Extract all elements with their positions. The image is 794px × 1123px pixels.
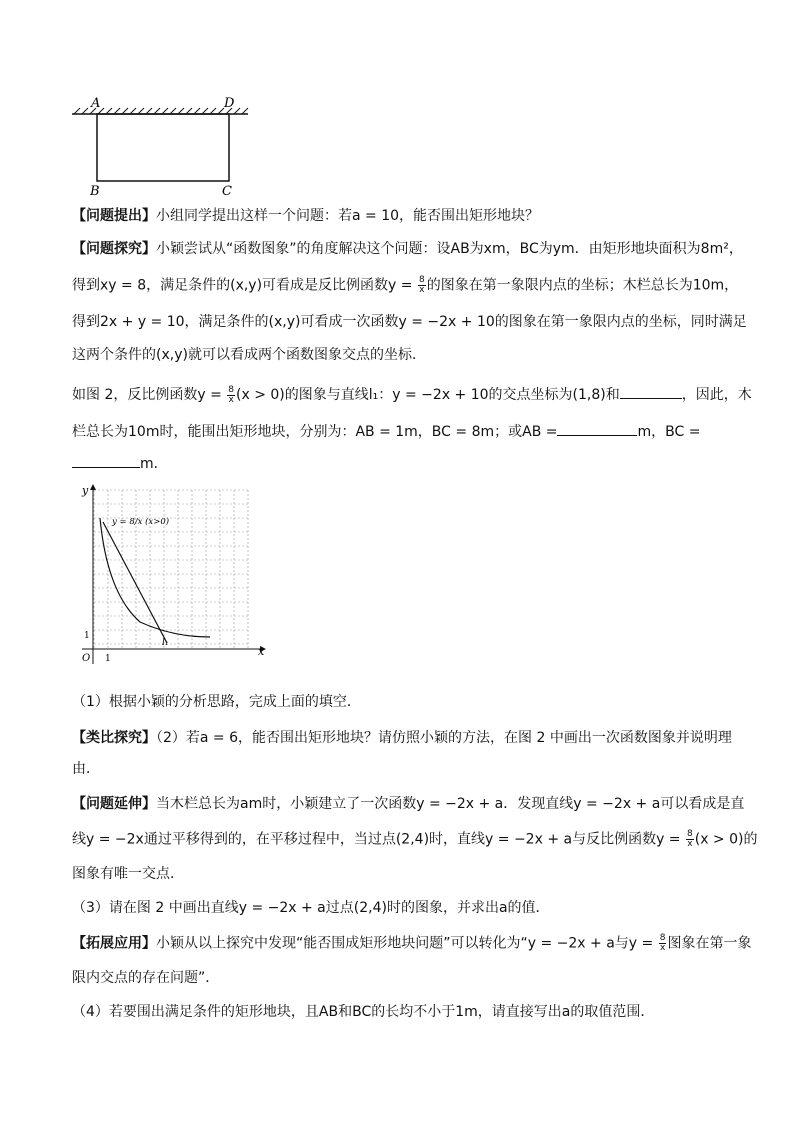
q2-text-1: （2）若a = 6，能否围出矩形地块？请仿照小颖的方法，在图 2 中画出一次函数图象并说明理 bbox=[156, 730, 732, 746]
q3-text: （3）请在图 2 中画出直线y = −2x + a过点(2,4)时的图象，并求出a的值． bbox=[72, 900, 550, 916]
explore-text-2a: 得到xy = 8，满足条件的(x,y)可看成是反比例函数y = bbox=[72, 277, 417, 294]
line-l1-label: l₁ bbox=[162, 638, 169, 648]
ext-text-1: 当木栏总长为am时，小颖建立了一次函数y = −2x + a．发现直线y = −2x + a可以看成是直 bbox=[156, 796, 745, 812]
question-3 bbox=[72, 899, 732, 918]
explore-text-3: 得到2x + y = 10，满足条件的(x,y)可看成一次函数y = −2x + 10的图象在第一象限内点的坐标，同时满足 bbox=[72, 314, 747, 330]
fig-line-2 bbox=[72, 421, 732, 442]
extend-tag: 【问题延伸】 bbox=[72, 796, 156, 812]
apply-tag: 【拓展应用】 bbox=[72, 935, 156, 952]
fig-line-1 bbox=[72, 384, 752, 405]
raise-tag: 【问题提出】 bbox=[72, 208, 156, 224]
fig-line-3 bbox=[72, 453, 732, 474]
y-axis-label: y bbox=[82, 484, 89, 497]
explore-line-3 bbox=[72, 313, 747, 332]
app-text-1a: 小颖从以上探究中发现“能否围成矩形地块问题”可以转化为“y = −2x + a与y = bbox=[156, 935, 658, 952]
explore-text-1: 小颖尝试从“函数图象”的角度解决这个问题：设AB为xm，BC为ym．由矩形地块面积为8m²， bbox=[156, 241, 743, 257]
label-d: D bbox=[224, 96, 235, 111]
fraction-8-over-x-2: $\frac{8}{x}$ bbox=[228, 384, 235, 405]
explore-text-4: 这两个条件的(x,y)就可以看成两个函数图象交点的坐标． bbox=[72, 347, 426, 363]
y-axis-arrow bbox=[90, 484, 96, 490]
blank-intersection[interactable] bbox=[620, 384, 682, 399]
label-b: B bbox=[90, 184, 100, 199]
fig-text-2b: m，BC = bbox=[637, 424, 701, 440]
app-text-1b: 图象在第一象 bbox=[667, 935, 752, 952]
ext-text-2b: (x > 0)的 bbox=[694, 831, 758, 848]
raise-text: 小组同学提出这样一个问题：若a = 10，能否围出矩形地块？ bbox=[156, 208, 540, 224]
apply-line-2 bbox=[72, 969, 732, 988]
extend-line-2 bbox=[72, 829, 758, 850]
fig-text-1a: 如图 2，反比例函数y = bbox=[72, 387, 227, 403]
grid bbox=[94, 490, 248, 650]
function-graph bbox=[70, 482, 270, 670]
curve-label: y = 8/x (x>0) bbox=[112, 517, 170, 527]
explore-line-1 bbox=[72, 240, 743, 259]
x-axis-label: x bbox=[258, 645, 265, 658]
problem-raise bbox=[72, 207, 732, 226]
fig-text-1b: (x > 0)的图象与直线l₁：y = −2x + 10的交点坐标为(1,8)和 bbox=[236, 387, 620, 403]
q2-text-2: 由． bbox=[72, 761, 100, 777]
explore-tag: 【问题探究】 bbox=[72, 241, 156, 257]
fraction-8-over-x: $\frac{8}{x}$ bbox=[418, 275, 425, 295]
fig-text-1c: ，因此，木 bbox=[681, 387, 752, 403]
rectangle-diagram bbox=[60, 92, 260, 200]
question-4 bbox=[72, 1003, 732, 1022]
app-text-2: 限内交点的存在问题”． bbox=[72, 970, 220, 986]
extend-line-1 bbox=[72, 795, 745, 814]
x-tick-1: 1 bbox=[105, 654, 111, 664]
q1-text: （1）根据小颖的分析思路，完成上面的填空． bbox=[72, 694, 361, 710]
fig-text-2a: 栏总长为10m时，能围出矩形地块，分别为：AB = 1m，BC = 8m；或AB = bbox=[72, 424, 558, 440]
blank-bc[interactable] bbox=[72, 453, 140, 468]
label-c: C bbox=[222, 184, 232, 199]
line-l1 bbox=[103, 522, 167, 643]
question-1 bbox=[72, 693, 732, 712]
origin-label: O bbox=[82, 653, 91, 664]
explore-line-4 bbox=[72, 346, 732, 365]
ext-text-2a: 线y = −2x通过平移得到的，在平移过程中，当过点(2,4)时，直线y = −2x + a与反比例函数y = bbox=[72, 831, 685, 848]
blank-ab[interactable] bbox=[557, 421, 637, 436]
explore-text-2b: 的图象在第一象限内点的坐标；木栏总长为10m， bbox=[426, 277, 739, 294]
fig-text-3: m． bbox=[140, 456, 168, 472]
fraction-8-over-x-3: $\frac{8}{x}$ bbox=[687, 829, 693, 849]
analogy-tag: 【类比探究】 bbox=[72, 730, 156, 746]
apply-line-1 bbox=[72, 933, 752, 954]
q4-text: （4）若要围出满足条件的矩形地块，且AB和BC的长均不小于1m，请直接写出a的取值范围． bbox=[72, 1004, 655, 1020]
analogy-line-2 bbox=[72, 760, 732, 779]
explore-line-2 bbox=[72, 275, 739, 296]
analogy-line-1 bbox=[72, 729, 732, 748]
ext-text-3: 图象有唯一交点． bbox=[72, 866, 184, 882]
label-a: A bbox=[91, 96, 101, 111]
extend-line-3 bbox=[72, 865, 732, 884]
rectangle-abcd bbox=[97, 114, 229, 181]
fraction-8-over-x-4: $\frac{8}{x}$ bbox=[659, 933, 666, 953]
y-tick-1: 1 bbox=[84, 631, 90, 641]
